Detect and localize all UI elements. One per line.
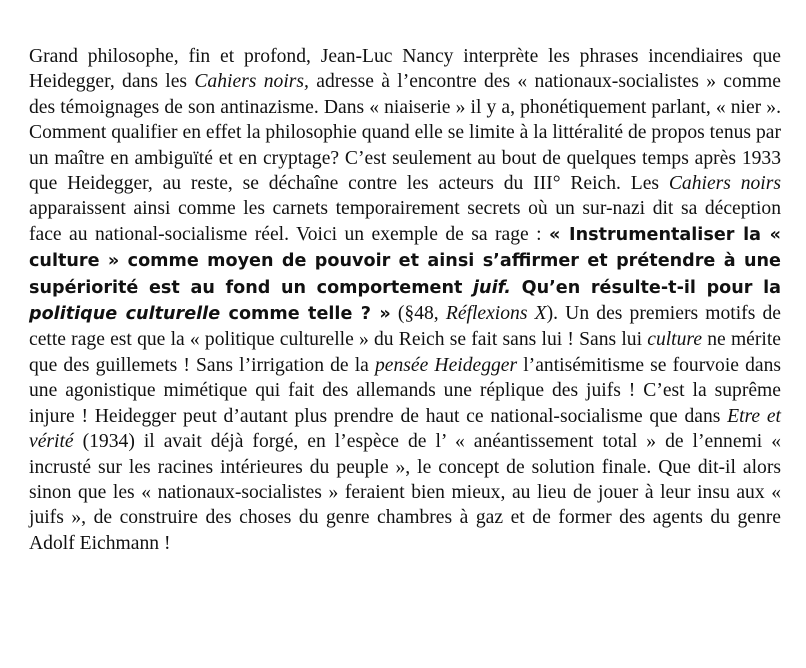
italic-title-etre-et-verite: Etre et vérité	[29, 405, 782, 453]
text-segment: (§48,	[390, 303, 446, 325]
italic-reference: Réflexions X	[445, 303, 547, 325]
text-segment: l’antisémitisme se fourvoie dans une agonistique mimétique qui fait des allemands une réplique des juifs ! C’est la suprême injure ! Heidegger peut d’autant plus prendre de haut ce national-socialisme que dans	[29, 354, 781, 427]
quotation-segment: « Instrumentaliser la « culture » comme moyen de pouvoir et ainsi s’affirmer et prétendre à une supériorité est au fond un comportement	[29, 224, 782, 298]
quotation-italic-segment: politique culturelle	[29, 304, 221, 325]
text-segment: (1934) il avait déjà forgé, en l’espèce de l’ « anéantissement total » de l’ennemi « incrusté sur les racines intérieures du peuple », le concept de solution finale. Que dit-il alors sinon que les « nationaux-socialistes » feraient bien mieux, au lieu de jouer à leur insu aux « juifs », de construire des choses du genre chambres à gaz et de former des agents du genre Adolf Eichmann !	[29, 431, 781, 554]
quotation-segment: comme telle ? »	[220, 304, 391, 325]
body-paragraph	[29, 44, 781, 556]
text-segment: Grand philosophe, fin et profond, Jean-Luc Nancy interprète les phrases incendiaires que Heidegger, dans les	[29, 46, 781, 93]
italic-word: culture	[647, 329, 703, 351]
quotation-segment: Qu’en résulte-t-il pour la	[511, 277, 781, 298]
text-segment: apparaissent ainsi comme les carnets temporairement secrets où un sur-nazi dit sa déception face au national-socialisme réel. Voici un exemple de sa rage :	[29, 198, 781, 245]
italic-phrase: pensée Heidegger	[375, 354, 518, 376]
italic-title-cahiers-noirs: Cahiers noirs	[668, 173, 781, 195]
text-segment: ne mérite que des guillemets ! Sans l’irrigation de la	[29, 329, 781, 376]
text-segment: adresse à l’encontre des « nationaux-socialistes » comme des témoignages de son antinazisme. Dans « niaiserie » il y a, phonétiquement parlant, « nier ». Comment qualifier en effet la philosophie quand elle se limite à la littéralité de propos tenus par un maître en ambiguïté et en cryptage? C’est seulement au bout de quelques temps après 1933 que Heidegger, au reste, se déchaîne contre les acteurs du III° Reich. Les	[29, 71, 781, 195]
italic-title-cahiers-noirs: Cahiers noirs,	[194, 71, 309, 93]
text-segment: ). Un des premiers motifs de cette rage est que la « politique culturelle » du Reich se fait sans lui ! Sans lui	[29, 303, 781, 351]
quotation-italic-segment: juif.	[473, 277, 511, 298]
